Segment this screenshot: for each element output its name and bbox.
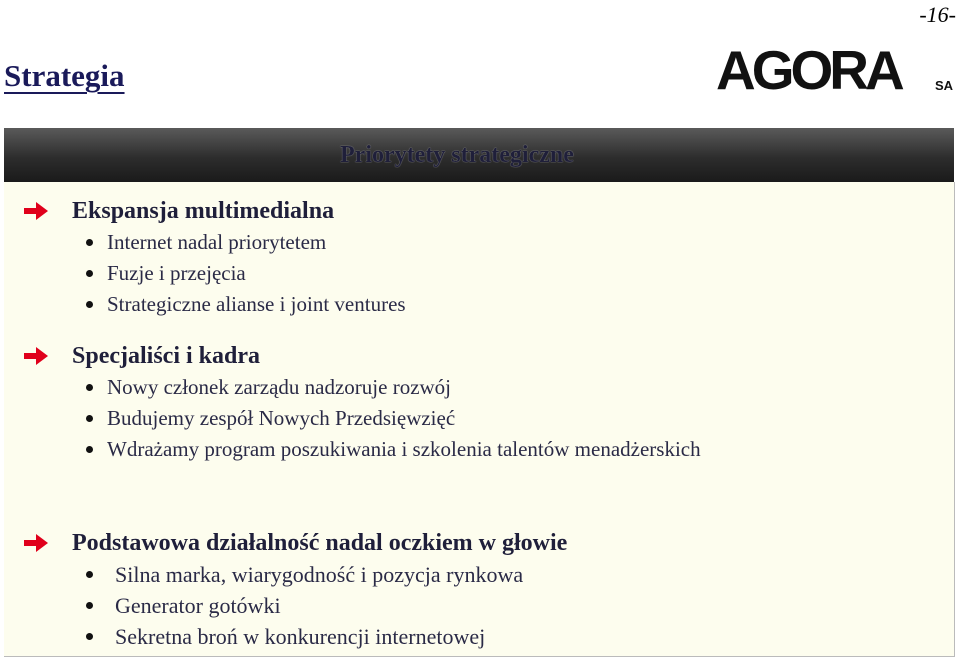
list-item	[22, 227, 406, 258]
section-ekspansja	[22, 195, 406, 320]
section-heading	[22, 527, 567, 559]
bullet-list	[22, 372, 701, 465]
bullet-icon	[86, 384, 93, 391]
agora-logo	[716, 39, 956, 101]
list-item	[22, 372, 701, 403]
bullet-icon	[86, 633, 93, 640]
bullet-icon	[86, 415, 93, 422]
list-item-text: Budujemy zespół Nowych Przedsięwzięć	[107, 406, 456, 430]
slide-title: Strategia	[4, 58, 125, 93]
bullet-icon	[86, 446, 93, 453]
list-item	[22, 434, 701, 465]
list-item	[22, 258, 406, 289]
banner-title: Priorytety strategiczne	[340, 142, 574, 168]
section-heading	[22, 340, 701, 372]
arrow-right-icon	[22, 532, 50, 554]
bullet-list	[22, 227, 406, 320]
list-item-text: Fuzje i przejęcia	[107, 261, 246, 285]
bullet-icon	[86, 239, 93, 246]
section-specjalisci	[22, 340, 701, 465]
section-title: Podstawowa działalność nadal oczkiem w głowie	[72, 529, 568, 556]
list-item-text: Internet nadal priorytetem	[107, 230, 327, 254]
bullet-icon	[86, 301, 93, 308]
bullet-icon	[86, 602, 93, 609]
list-item	[22, 559, 567, 590]
section-podstawowa	[22, 527, 567, 652]
section-title: Specjaliści i kadra	[72, 342, 261, 369]
list-item-text: Sekretna broń w konkurencji internetowej	[115, 623, 486, 649]
logo-wordmark: AGORA	[716, 39, 901, 101]
list-item-text: Nowy członek zarządu nadzoruje rozwój	[107, 375, 452, 399]
list-item	[22, 289, 406, 320]
list-item-text: Wdrażamy program poszukiwania i szkolenia talentów menadżerskich	[107, 437, 701, 461]
arrow-right-icon	[22, 200, 50, 222]
bullet-list	[22, 559, 567, 652]
list-item-text: Generator gotówki	[115, 592, 281, 618]
list-item-text: Silna marka, wiarygodność i pozycja rynkowa	[115, 561, 524, 587]
arrow-right-icon	[22, 345, 50, 367]
list-item	[22, 621, 567, 652]
bullet-icon	[86, 270, 93, 277]
page-number: -16-	[919, 2, 956, 27]
list-item	[22, 403, 701, 434]
logo-suffix: SA	[934, 78, 953, 93]
section-heading	[22, 195, 406, 227]
section-title: Ekspansja multimedialna	[72, 197, 335, 224]
bullet-icon	[86, 571, 93, 578]
list-item	[22, 590, 567, 621]
list-item-text: Strategiczne alianse i joint ventures	[107, 292, 406, 316]
